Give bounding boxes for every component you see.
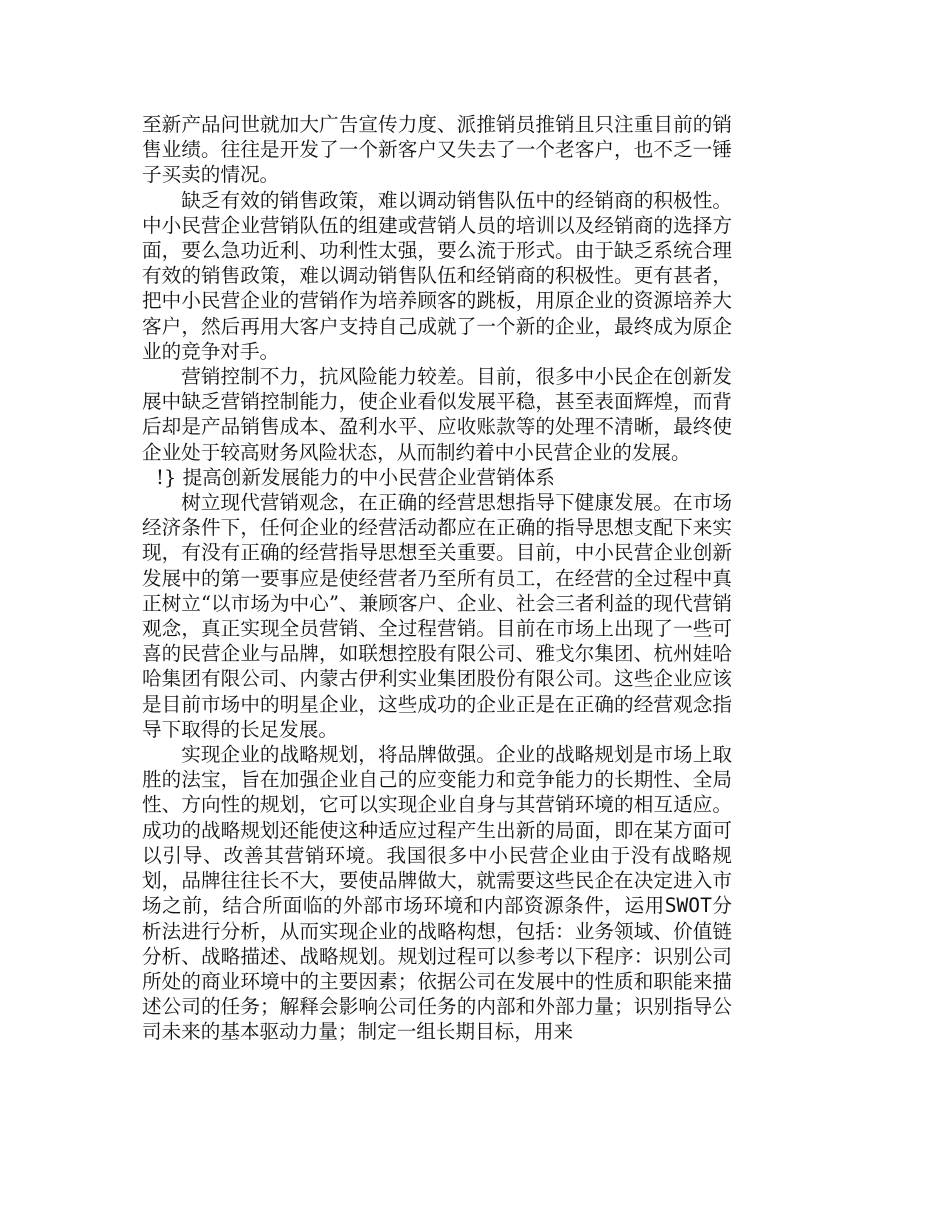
- paragraph-sales-policy: 缺乏有效的销售政策，难以调动销售队伍中的经销商的积极性。中小民营企业营销队伍的组建或营销人员的培训以及经销商的选择方面，要么急功近利、功利性太强，要么流于形式。由于缺乏系统合理有效的销售政策，难以调动销售队伍和经销商的积极性。更有甚者，把中小民营企业的营销作为培养顾客的跳板，用原企业的资源培养大客户，然后再用大客户支持自己成就了一个新的企业，最终成为原企业的竞争对手。: [142, 188, 732, 363]
- heading-marker: !}: [156, 465, 177, 489]
- paragraph-continuation: 至新产品问世就加大广告宣传力度、派推销员推销且只注重目前的销售业绩。往往是开发了一个新客户又失去了一个老客户，也不乏一锤子买卖的情况。: [142, 113, 732, 187]
- paragraph-text-after: 分析法进行分析，从而实现企业的战略构想，包括：业务领域、价值链分析、战略描述、战略规划。规划过程可以参考以下程序：识别公司所处的商业环境中的主要因素；依据公司在发展中的性质和职能来描述公司的任务；解释会影响公司任务的内部和外部力量；识别指导公司未来的基本驱动力量；制定一组长期目标，用来: [142, 894, 733, 1044]
- document-body: [142, 112, 732, 1045]
- paragraph-text-before: 实现企业的战略规划，将品牌做强。企业的战略规划是市场上取胜的法宝，旨在加强企业自己的应变能力和竞争能力的长期性、全局性、方向性的规划，它可以实现企业自身与其营销环境的相互适应。成功的战略规划还能使这种适应过程产生出新的局面，即在某方面可以引导、改善其营销环境。我国很多中小民营企业由于没有战略规划，品牌往往长不大，要使品牌做大，就需要这些民企在决定进入市场之前，结合所面临的外部市场环境和内部资源条件，运用: [142, 743, 732, 918]
- paragraph-marketing-control: 营销控制不力，抗风险能力较差。目前，很多中小民企在创新发展中缺乏营销控制能力，使企业看似发展平稳，甚至表面辉煌，而背后却是产品销售成本、盈利水平、应收账款等的处理不清晰，最终使企业处于较高财务风险状态，从而制约着中小民营企业的发展。: [142, 365, 732, 464]
- swot-term: SWOT: [664, 894, 712, 918]
- paragraph-strategic-planning: [142, 742, 732, 1044]
- paragraph-marketing-concept: 树立现代营销观念，在正确的经营思想指导下健康发展。在市场经济条件下，任何企业的经营活动都应在正确的指导思想支配下来实现，有没有正确的经营指导思想至关重要。目前，中小民营企业创新发展中的第一要事应是使经营者乃至所有员工，在经营的全过程中真正树立“以市场为中心”、兼顾客户、企业、社会三者利益的现代营销观念，真正实现全员营销、全过程营销。目前在市场上出现了一些可喜的民营企业与品牌，如联想控股有限公司、雅戈尔集团、杭州娃哈哈集团有限公司、内蒙古伊利实业集团股份有限公司。这些企业应该是目前市场中的明星企业，这些成功的企业正是在正确的经营观念指导下取得的长足发展。: [142, 491, 732, 741]
- heading-text: 提高创新发展能力的中小民营企业营销体系: [182, 465, 555, 489]
- section-heading: [142, 465, 732, 490]
